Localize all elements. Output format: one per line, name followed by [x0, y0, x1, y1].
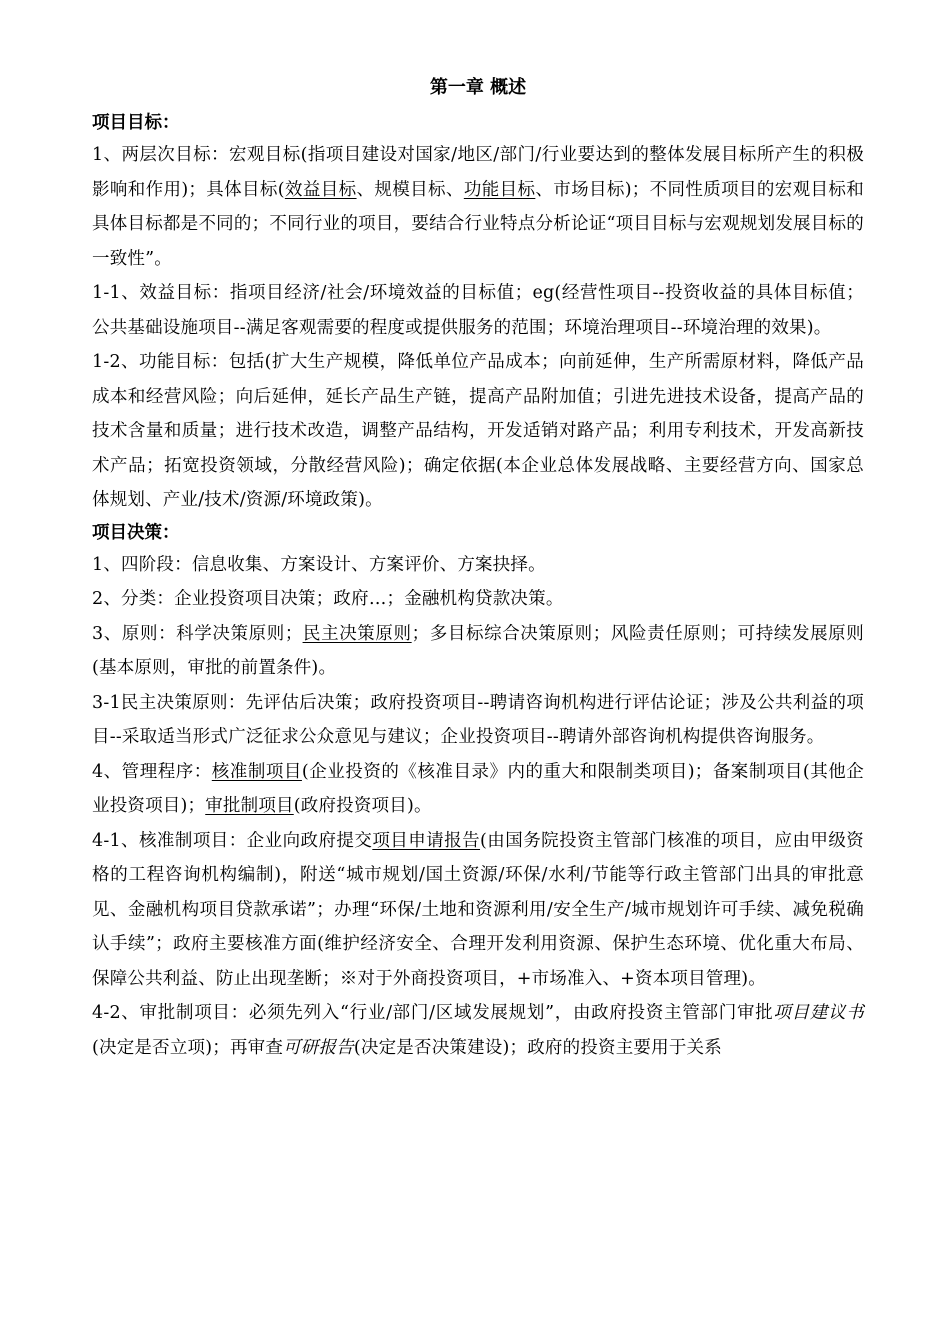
paragraph-examination-project: 4-2、审批制项目：必须先列入“行业/部门/区域发展规划”，由政府投资主管部门审批项目建议书(决定是否立项)；再审查可研报告(决定是否决策建设)；政府的投资主要用于关系 [92, 1003, 864, 1058]
underlined-approval-project: 核准制项目 [211, 761, 302, 782]
underlined-benefit-goal: 效益目标 [284, 179, 357, 200]
paragraph-democratic-principle: 3-1民主决策原则：先评估后决策；政府投资项目--聘请咨询机构进行评估论证；涉及公共利益的项目--采取适当形式广泛征求公众意见与建议；企业投资项目--聘请外部咨询机构提供咨询服务。 [92, 692, 864, 747]
paragraph-classification: 2、分类：企业投资项目决策；政府…；金融机构贷款决策。 [92, 589, 564, 609]
underlined-function-goal: 功能目标 [463, 179, 536, 200]
underlined-application-report: 项目申请报告 [372, 830, 481, 851]
italic-feasibility-report: 可研报告 [283, 1037, 354, 1058]
section-heading-project-decision: 项目决策： [92, 522, 180, 543]
underlined-democratic-principle: 民主决策原则 [302, 623, 412, 644]
paragraph-management-procedure: 4、管理程序：核准制项目(企业投资的《核准目录》内的重大和限制类项目)；备案制项目(其他企业投资项目)；审批制项目(政府投资项目)。 [92, 761, 864, 816]
chapter-title: 第一章 概述 [429, 77, 527, 98]
paragraph-approval-project: 4-1、核准制项目：企业向政府提交项目申请报告(由国务院投资主管部门核准的项目，应由甲级资格的工程咨询机构编制)，附送“城市规划/国土资源/环保/水利/节能等行政主管部门出具的审批意见、金融机构项目贷款承诺”；办理“环保/土地和资源利用/安全生产/城市规划许可手续、减免税确认手续”；政府主要核准方面(维护经济安全、合理开发利用资源、保护生态环境、优化重大布局、保障公共利益、防止出现垄断；※对于外商投资项目，+市场准入、+资本项目管理)。 [92, 830, 864, 989]
document-page [92, 72, 864, 1065]
paragraph-function-goal: 1-2、功能目标：包括(扩大生产规模，降低单位产品成本；向前延伸，生产所需原材料，降低产品成本和经营风险；向后延伸，延长产品生产链，提高产品附加值；引进先进技术设备，提高产品的技术含量和质量；进行技术改造，调整产品结构，开发适销对路产品；利用专利技术，开发高新技术产品；拓宽投资领域，分散经营风险)；确定依据(本企业总体发展战略、主要经营方向、国家总体规划、产业/技术/资源/环境政策)。 [92, 352, 864, 510]
section-heading-project-goals: 项目目标： [92, 113, 180, 133]
underlined-examination-project: 审批制项目 [205, 796, 294, 816]
paragraph-benefit-goal: 1-1、效益目标：指项目经济/社会/环境效益的目标值；eg(经营性项目--投资收益的具体目标值；公共基础设施项目--满足客观需要的程度或提供服务的范围；环境治理项目--环境治理的效果)。 [92, 283, 864, 338]
italic-proposal: 项目建议书 [773, 1003, 864, 1023]
paragraph-principles: 3、原则：科学决策原则；民主决策原则；多目标综合决策原则；风险责任原则；可持续发展原则(基本原则，审批的前置条件)。 [92, 623, 864, 678]
paragraph-two-level-goals: 1、两层次目标：宏观目标(指项目建设对国家/地区/部门/行业要达到的整体发展目标所产生的积极影响和作用)；具体目标(效益目标、规模目标、功能目标、市场目标)；不同性质项目的宏观目标和具体目标都是不同的；不同行业的项目，要结合行业特点分析论证“项目目标与宏观规划发展目标的一致性”。 [92, 145, 864, 269]
paragraph-four-stages: 1、四阶段：信息收集、方案设计、方案评价、方案抉择。 [92, 554, 546, 575]
